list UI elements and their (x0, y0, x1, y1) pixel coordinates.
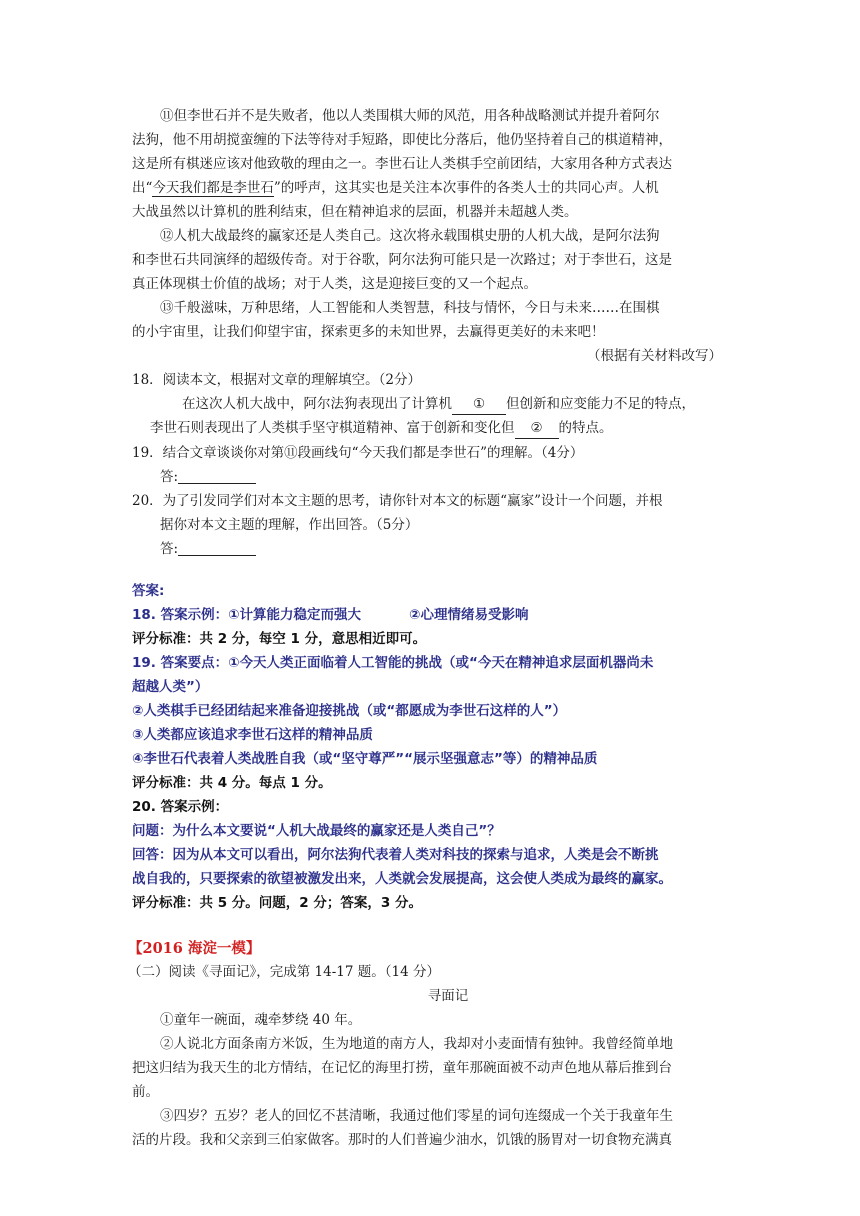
q18-title: 18．阅读本文，根据对文章的理解填空。（2分） (132, 372, 422, 388)
p11-line-4-suffix: ”的呼声，这其实也是关注本次事件的各类人士的共同心声。人机 (273, 180, 659, 196)
answer-20-heading: 20. 答案示例： (132, 799, 229, 815)
p11-line-3: 这是所有棋迷应该对他致敬的理由之一。李世石让人类棋手空前团结，大家用各种方式表达 (132, 156, 672, 172)
answer-18 (132, 605, 528, 625)
q19-answer-blank[interactable] (178, 467, 256, 484)
p13-line-1: ⑬千般滋味，万种思绪，人工智能和人类智慧，科技与情怀，今日与未来……在围棋 (160, 300, 660, 316)
q18-line-1-end: 但创新和应变能力不足的特点， (506, 396, 695, 412)
q18-blank-1[interactable]: ① (452, 394, 506, 415)
p11-line-4 (132, 178, 659, 198)
p12-line-2: 和李世石共同演绎的超级传奇。对于谷歌，阿尔法狗可能只是一次路过；对于李世石，这是 (132, 252, 672, 268)
p13-line-2: 的小宇宙里，让我们仰望宇宙，探索更多的未知世界，去赢得更美好的未来吧！ (132, 324, 605, 340)
p11-line-1: ⑪但李世石并不是失败者，他以人类围棋大师的风范，用各种战略测试并提升着阿尔 (160, 108, 660, 124)
answer-18-score: 评分标准：共 2 分，每空 1 分，意思相近即可。 (132, 631, 427, 647)
answer-19-line-2: 超越人类”） (132, 679, 209, 695)
q18-blank-2[interactable]: ② (515, 418, 559, 439)
q18-line-1 (182, 394, 695, 415)
answer-18-part-1: 18. 答案示例：①计算能力稳定而强大 (132, 607, 362, 623)
q20-title-1: 20．为了引发同学们对本文主题的思考，请你针对本文的标题“赢家”设计一个问题，并根 (132, 493, 663, 509)
answer-19-line-5: ④李世石代表着人类战胜自我（或“坚守尊严”“展示坚强意志”等）的精神品质 (132, 751, 598, 767)
source-note: （根据有关材料改写） (587, 348, 722, 364)
exam-tag: 【2016 海淀一模】 (128, 940, 261, 957)
article-title (0, 986, 860, 1006)
s2-p3-line-2: 活的片段。我和父亲到三伯家做客。那时的人们普遍少油水，饥饿的肠胃对一切食物充满真 (132, 1132, 672, 1148)
answer-19-line-1: 19. 答案要点：①今天人类正面临着人工智能的挑战（或“今天在精神追求层面机器尚未 (132, 655, 654, 671)
q18-line-2-text: 李世石则表现出了人类棋手坚守棋道精神、富于创新和变化但 (150, 420, 515, 436)
answer-20-reply-2: 战自我的，只要探索的欲望被激发出来，人类就会发展提高，这会使人类成为最终的赢家。 (132, 871, 672, 887)
s2-p2-line-3: 前。 (132, 1084, 159, 1100)
answers-heading: 答案: (132, 583, 165, 599)
answer-20-reply-1: 回答：因为从本文可以看出，阿尔法狗代表着人类对科技的探索与追求，人类是会不断挑 (132, 847, 659, 863)
section-intro: （二）阅读《寻面记》，完成第 14-17 题。（14 分） (128, 964, 440, 980)
answer-19-line-3: ②人类棋手已经团结起来准备迎接挑战（或“都愿成为李世石这样的人”） (132, 703, 567, 719)
p11-line-4-prefix: 出“ (132, 180, 153, 196)
q19-title: 19．结合文章谈谈你对第⑪段画线句“今天我们都是李世石”的理解。（4分） (132, 445, 584, 461)
q20-answer (160, 539, 256, 559)
answer-20-question: 问题：为什么本文要说“人机大战最终的赢家还是人类自己”？ (132, 823, 501, 839)
p11-line-2: 法狗，他不用胡搅蛮缠的下法等待对手短路，即使比分落后，他仍坚持着自己的棋道精神， (132, 132, 672, 148)
underlined-sentence: 今天我们都是李世石 (152, 180, 274, 196)
s2-p1: ①童年一碗面，魂牵梦绕 40 年。 (160, 1012, 362, 1028)
p12-line-3: 真正体现棋士价值的战场；对于人类，这是迎接巨变的又一个起点。 (132, 276, 537, 292)
p11-line-5: 大战虽然以计算机的胜利结束，但在精神追求的层面，机器并未超越人类。 (132, 204, 578, 220)
q20-title-2: 据你对本文主题的理解，作出回答。（5分） (160, 517, 419, 533)
s2-p3-line-1: ③四岁？五岁？老人的回忆不甚清晰，我通过他们零星的词句连缀成一个关于我童年生 (160, 1108, 673, 1124)
q18-line-1-text: 在这次人机大战中，阿尔法狗表现出了计算机 (182, 396, 452, 412)
q19-answer (160, 467, 256, 487)
answer-18-part-2: ②心理情绪易受影响 (409, 607, 529, 623)
answer-19-line-4: ③人类都应该追求李世石这样的精神品质 (132, 727, 373, 743)
q18-line-2-end: 的特点。 (558, 420, 613, 436)
q20-answer-label: 答: (160, 541, 179, 557)
answer-20-score: 评分标准：共 5 分。问题，2 分；答案，3 分。 (132, 895, 422, 911)
q18-line-2 (150, 418, 613, 439)
s2-p2-line-2: 把这归结为我天生的北方情结，在记忆的海里打捞，童年那碗面被不动声色地从幕后推到台 (132, 1060, 672, 1076)
p12-line-1: ⑫人机大战最终的赢家还是人类自己。这次将永载围棋史册的人机大战，是阿尔法狗 (160, 228, 660, 244)
q20-answer-blank[interactable] (178, 539, 256, 556)
article-title-text: 寻面记 (427, 988, 469, 1004)
q19-answer-label: 答: (160, 469, 179, 485)
answer-19-score: 评分标准：共 4 分。每点 1 分。 (132, 775, 332, 791)
s2-p2-line-1: ②人说北方面条南方米饭，生为地道的南方人，我却对小麦面情有独钟。我曾经简单地 (160, 1036, 673, 1052)
